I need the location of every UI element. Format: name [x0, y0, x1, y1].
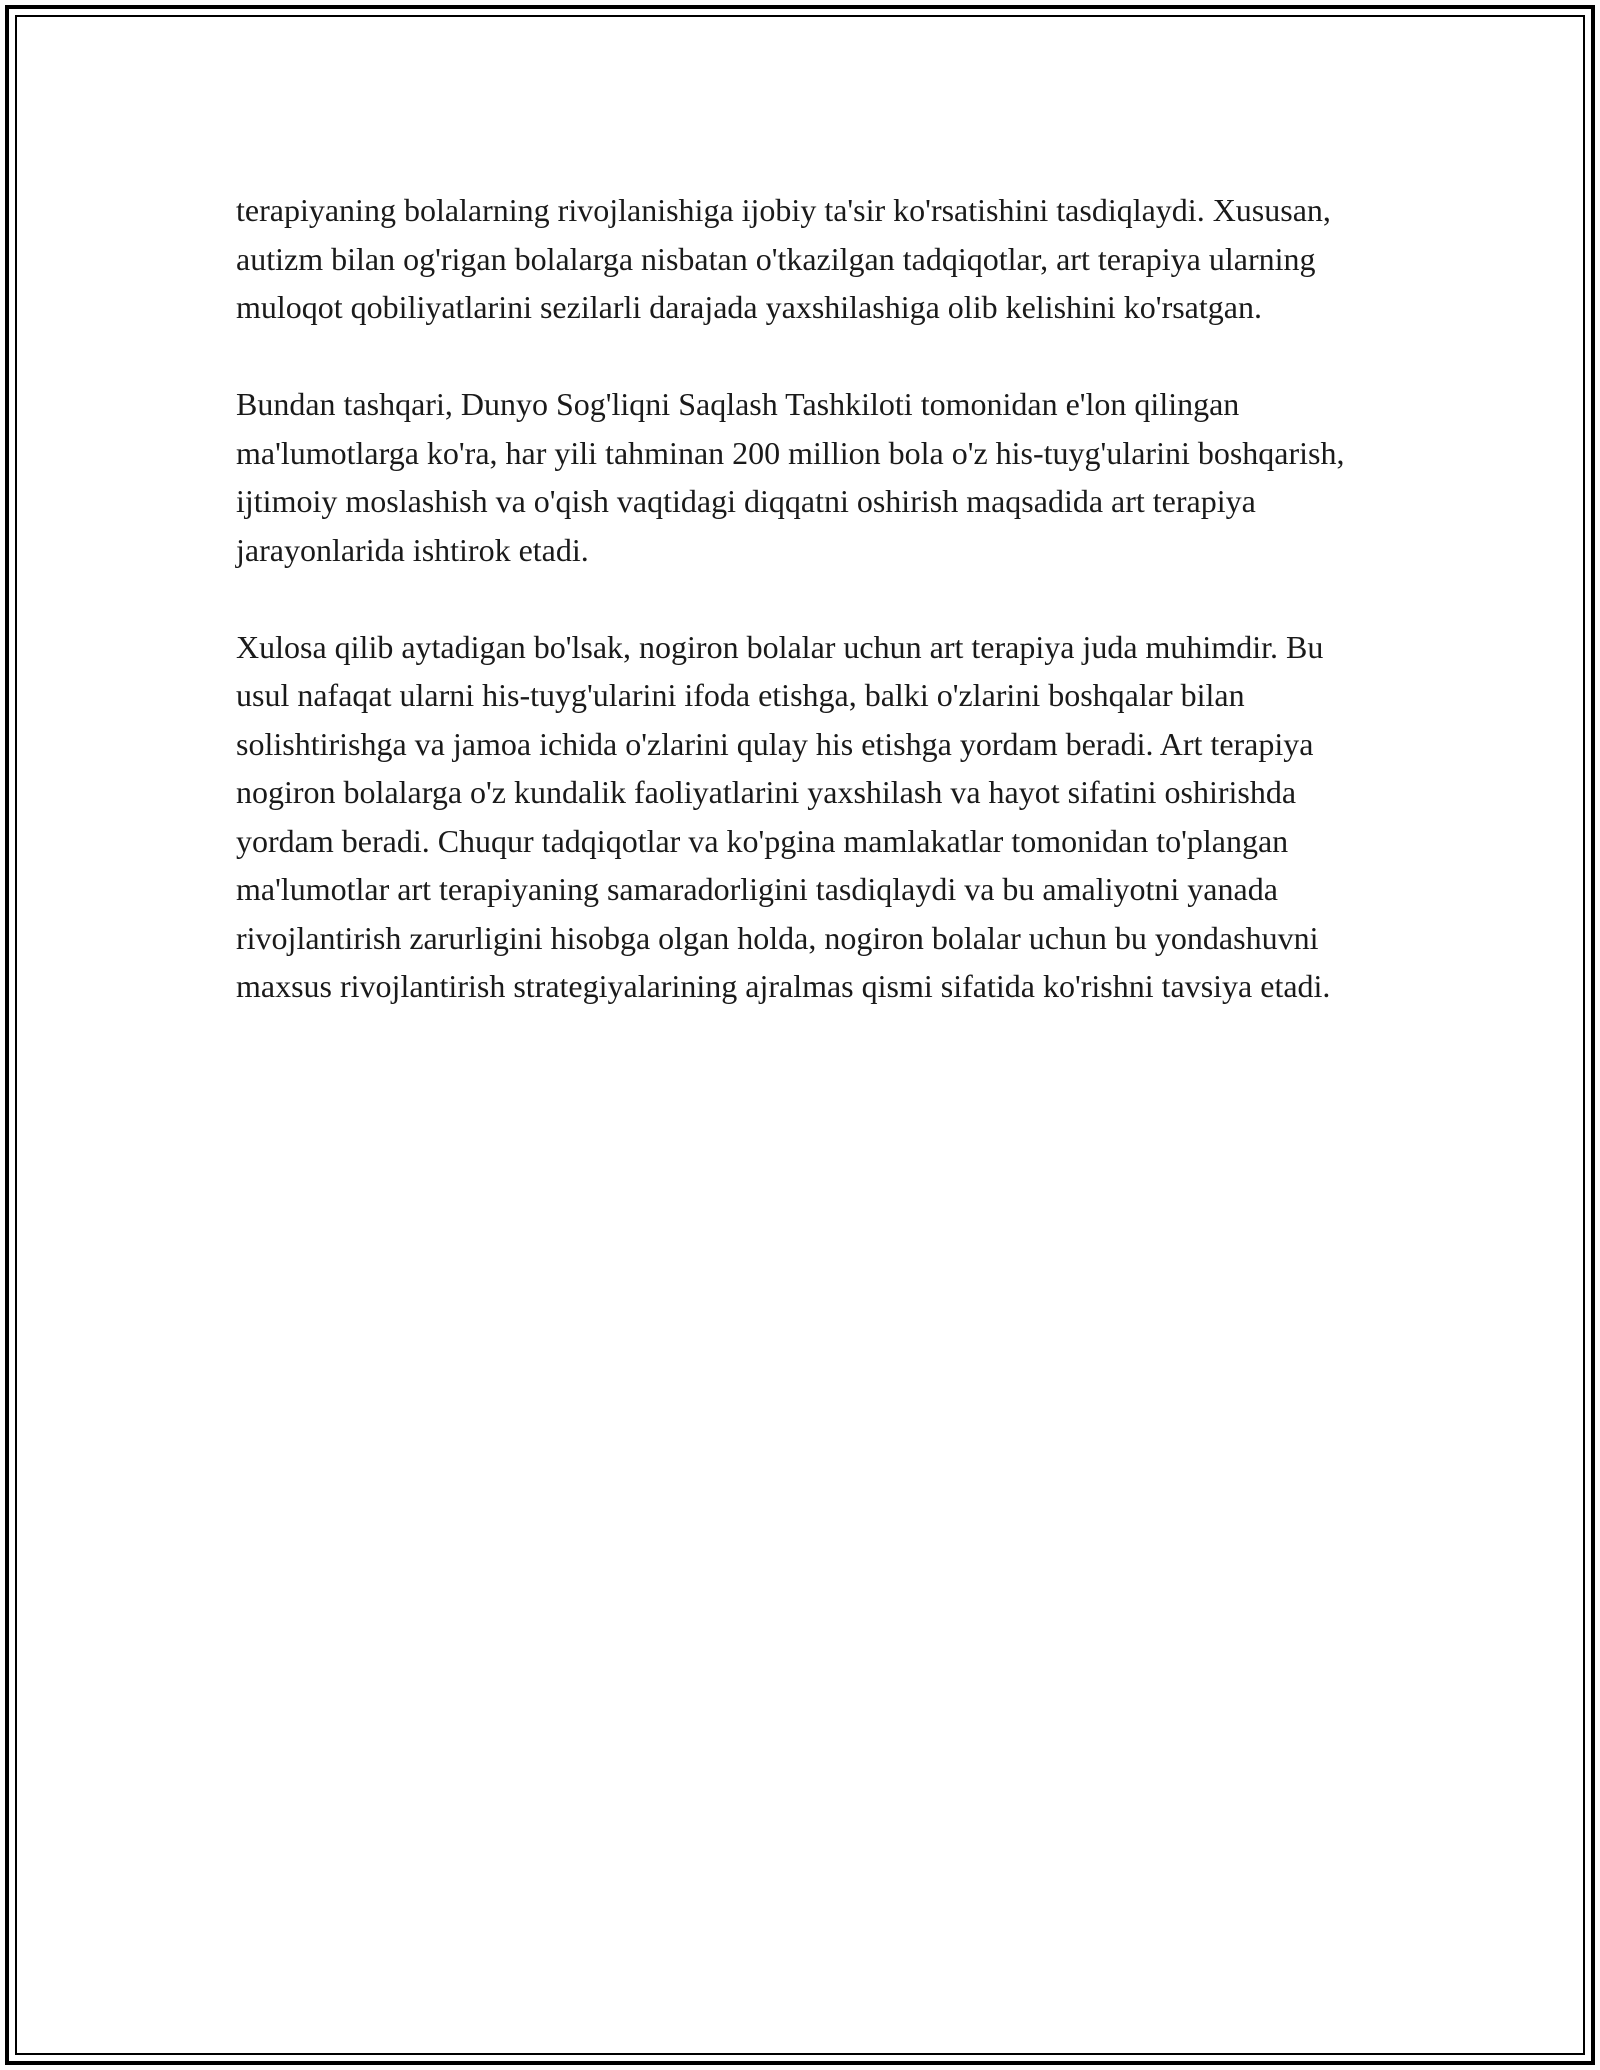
document-body: [236, 186, 1376, 1011]
paragraph-3: Xulosa qilib aytadigan bo'lsak, nogiron bolalar uchun art terapiya juda muhimdir. Bu usul nafaqat ularni his-tuyg'ularini ifoda etishga, balki o'zlarini boshqalar bilan solishtirishga va jamoa ichida o'zlarini qulay his etishga yordam beradi. Art terapiya nogiron bolalarga o'z kundalik faoliyatlarini yaxshilash va hayot sifatini oshirishda yordam beradi. Chuqur tadqiqotlar va ko'pgina mamlakatlar tomonidan to'plangan ma'lumotlar art terapiyaning samaradorligini tasdiqlaydi va bu amaliyotni yanada rivojlantirish zarurligini hisobga olgan holda, nogiron bolalar uchun bu yondashuvni maxsus rivojlantirish strategiyalarining ajralmas qismi sifatida ko'rishni tavsiya etadi.: [236, 628, 1331, 1004]
paragraph-1: terapiyaning bolalarning rivojlanishiga ijobiy ta'sir ko'rsatishini tasdiqlaydi. Xususan, autizm bilan og'rigan bolalarga nisbatan o'tkazilgan tadqiqotlar, art terapiya ularning muloqot qobiliyatlarini sezilarli darajada yaxshilashiga olib kelishini ko'rsatgan.: [236, 192, 1331, 325]
paragraph-2: Bundan tashqari, Dunyo Sog'liqni Saqlash Tashkiloti tomonidan e'lon qilingan ma'lumotlarga ko'ra, har yili tahminan 200 million bola o'z his-tuyg'ularini boshqarish, ijtimoiy moslashish va o'qish vaqtidagi diqqatni oshirish maqsadida art terapiya jarayonlarida ishtirok etadi.: [236, 386, 1345, 568]
